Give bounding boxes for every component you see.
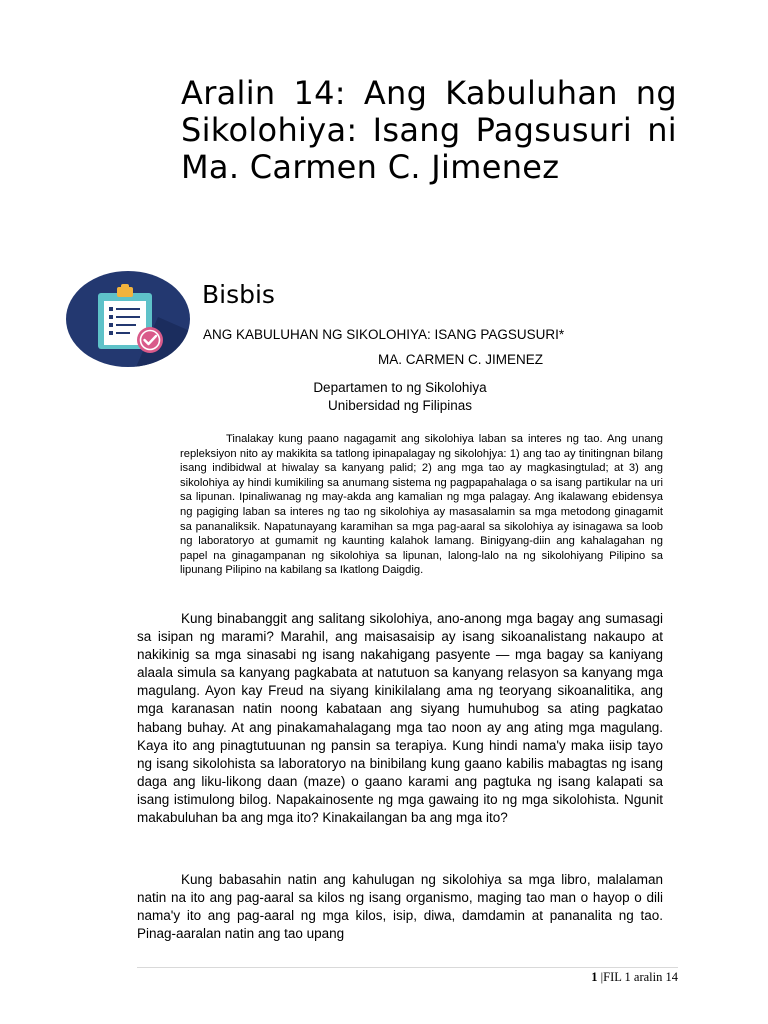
clipboard-check-icon (66, 271, 190, 367)
page-title: Aralin 14: Ang Kabuluhan ng Sikolohiya: Isang Pagsusuri ni Ma. Carmen C. Jimenez (181, 74, 677, 186)
page-number: 1 (591, 970, 598, 984)
author-name: MA. CARMEN C. JIMENEZ (378, 352, 544, 367)
abstract-text: Tinalakay kung paano nagagamit ang sikolohiya laban sa interes ng tao. Ang unang repleksiyon nito ay makikita sa tatlong ipinapalagay ng sikolohjya: 1) ang tao ay tinitingnan bilang isang indibidwal at hiwalay sa kanyang palid; 2) ang mga tao ay magkasingtulad; at 3) ang sikolohiya ay hindi kumikiling sa anumang sistema ng pagpapahalaga o sa isang partikular na uri sa lipunan. Ipinaliwanag ng may-akda ang kamalian ng mga palagay. Ang ikalawang ebidensya ng pagiging laban sa interes ng tao ng sikolohiya ay masasalamin sa mga metodong ginagamit sa pananaliksik. Napatunayang karamihan sa mga pag-aaral sa sikolohiya ay isinagawa sa loob ng laboratoryo at gumamit ng kaunting kalahok lamang. Binigyang-diin ang kahalagahan ng papel na ginagampanan ng sikolohiya sa lipunan, lalong-lalo na ng sikolohiyang Pilipino sa lipunang Pilipino na kabilang sa Ikatlong Daigdig. (180, 433, 663, 577)
body-paragraph: Kung babasahin natin ang kahulugan ng sikolohiya sa mga libro, malalaman natin na ito ang pag-aaral sa kilos ng isang organismo, maging tao man o hayop o dili nama'y ito ang pag-aaral ng mga kilos, isip, diwa, damdamin at pananalita ng tao. Pinag-aaralan natin ang tao upang (137, 872, 663, 942)
page-footer (591, 970, 678, 985)
footer-separator: | (597, 970, 604, 984)
university: Unibersidad ng Filipinas (327, 398, 473, 413)
department: Departamen to ng Sikolohiya (313, 380, 487, 395)
abstract-title: ANG KABULUHAN NG SIKOLOHIYA: ISANG PAGSUSURI* (203, 327, 565, 342)
footer-label: FIL 1 aralin 14 (603, 970, 678, 984)
footer-divider (137, 967, 678, 968)
section-heading: Bisbis (202, 280, 275, 309)
body-paragraph: Kung binabanggit ang salitang sikolohiya, ano-anong mga bagay ang sumasagi sa isipan ng marami? Marahil, ang maisasaisip ay isang sikoanalistang nakaupo at nakikinig sa mga sinasabi ng isang nakahigang pasyente — mga bagay sa kaniyang alaala simula sa kanyang pagkabata at natutuon sa kanyang relasyon sa kanyang mga magulang. Ayon kay Freud na siyang kinikilalang ama ng teoryang sikoanalitika, ang mga karanasan natin noong kabataan ang siyang humuhubog sa ating pagkatao habang buhay. At ang pinakamahalagang mga tao noon ay ang ating mga magulang. Kaya ito ang pinagtutuunan ng pansin sa terapiya. Kung hindi nama'y maka iisip tayo ng isang sikolohista sa laboratoryo na binibilang kung gaano kabilis mabagtas ng isang daga ang liku-likong daan (maze) o gaano karami ang pagtuka ng isang kalapati sa isang istimulong bilog. Napakainosente ng mga gawaing ito ng mga sikolohista. Ngunit makabuluhan ba ang mga ito? Kinakailangan ba ang mga ito? (137, 611, 663, 826)
